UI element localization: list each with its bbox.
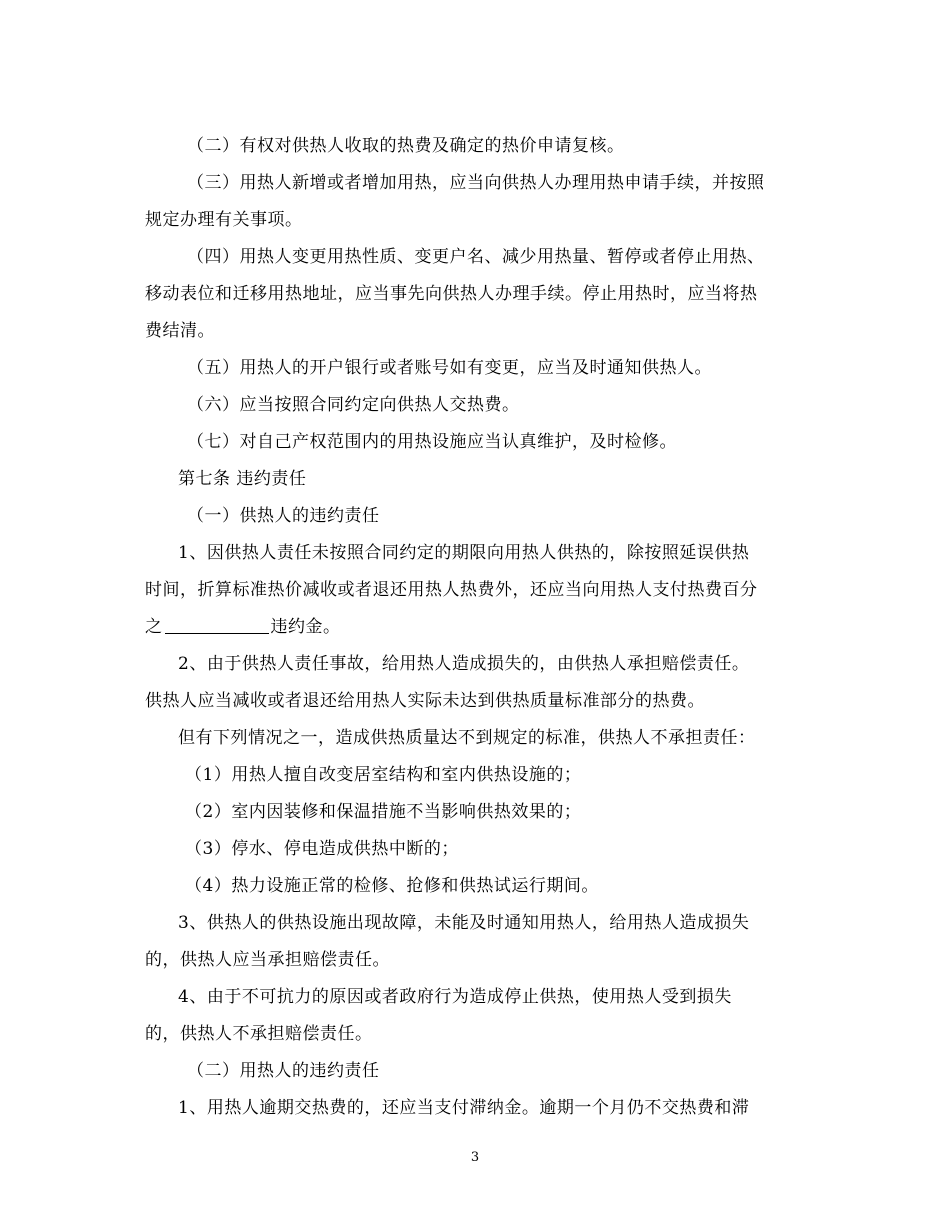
paragraph-line: （七）对自己产权范围内的用热设施应当认真维护，及时检修。 — [187, 432, 677, 452]
list-item: （3）停水、停电造成供热中断的； — [185, 839, 459, 859]
paragraph-line: 的，供热人应当承担赔偿责任。 — [145, 950, 390, 970]
paragraph-line — [145, 609, 810, 646]
paragraph-line: 移动表位和迁移用热地址，应当事先向供热人办理手续。停止用热时，应当将热 — [145, 284, 758, 304]
paragraph-line: （三）用热人新增或者增加用热，应当向供热人办理用热申请手续，并按照 — [187, 173, 765, 193]
paragraph-line: 3、供热人的供热设施出现故障，未能及时通知用热人，给用热人造成损失 — [178, 913, 750, 933]
paragraph-line: 费结清。 — [145, 321, 215, 341]
document-body — [145, 128, 810, 1127]
fill-in-blank — [165, 613, 269, 634]
paragraph-line: （五）用热人的开户银行或者账号如有变更，应当及时通知供热人。 — [187, 358, 712, 378]
list-item: （4）热力设施正常的检修、抢修和供热试运行期间。 — [185, 876, 599, 896]
subsection-heading: （一）供热人的违约责任 — [187, 506, 380, 526]
paragraph-line: 供热人应当减收或者退还给用热人实际未达到供热质量标准部分的热费。 — [145, 691, 705, 711]
section-heading: 第七条 违约责任 — [178, 469, 307, 489]
paragraph-line: 但有下列情况之一，造成供热质量达不到规定的标准，供热人不承担责任： — [178, 728, 756, 748]
list-item: （2）室内因装修和保温措施不当影响供热效果的； — [185, 802, 582, 822]
paragraph-line: 1、用热人逾期交热费的，还应当支付滞纳金。逾期一个月仍不交热费和滞 — [178, 1098, 750, 1118]
list-item: （1）用热人擅自改变居室结构和室内供热设施的； — [185, 765, 582, 785]
paragraph-text: 违约金。 — [270, 617, 341, 637]
paragraph-line: （四）用热人变更用热性质、变更户名、减少用热量、暂停或者停止用热、 — [187, 247, 765, 267]
paragraph-line: （二）有权对供热人收取的热费及确定的热价申请复核。 — [187, 136, 625, 156]
page-number: 3 — [470, 1150, 480, 1165]
paragraph-line: 时间，折算标准热价减收或者退还用热人热费外，还应当向用热人支付热费百分 — [145, 580, 758, 600]
paragraph-text: 之 — [145, 617, 163, 637]
paragraph-line: 规定办理有关事项。 — [145, 210, 303, 230]
paragraph-line: 的，供热人不承担赔偿责任。 — [145, 1024, 373, 1044]
paragraph-line: 4、由于不可抗力的原因或者政府行为造成停止供热，使用热人受到损失 — [178, 987, 732, 1007]
paragraph-line: 1、因供热人责任未按照合同约定的期限向用热人供热的，除按照延误供热 — [178, 543, 750, 563]
paragraph-line: 2、由于供热人责任事故，给用热人造成损失的，由供热人承担赔偿责任。 — [178, 654, 750, 674]
paragraph-line: （六）应当按照合同约定向供热人交热费。 — [187, 395, 520, 415]
subsection-heading: （二）用热人的违约责任 — [187, 1061, 380, 1081]
